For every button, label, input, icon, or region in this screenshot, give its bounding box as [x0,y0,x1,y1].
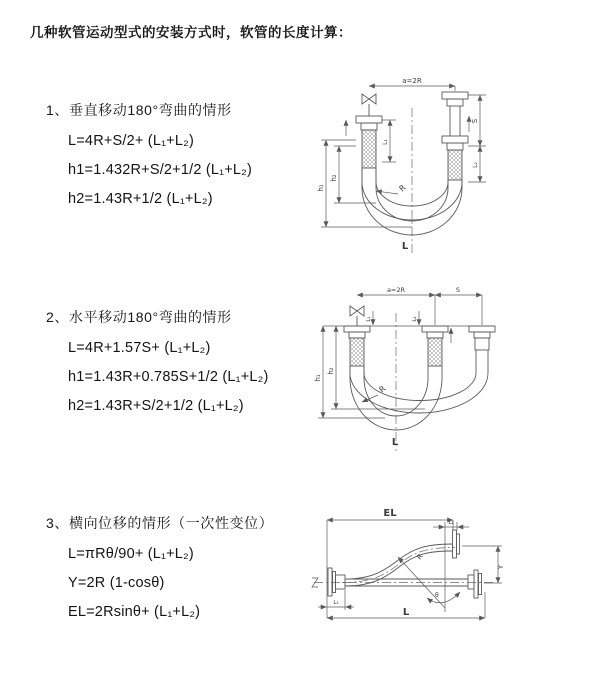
dim-label-s: S [471,118,479,124]
middle-braid [428,338,442,366]
hose-curve [345,551,453,586]
formula-h1: h1=1.432R+S/2+1/2 (L₁+L₂) [68,162,253,178]
valve-icon [362,94,376,104]
dim-label-r: R [397,183,408,194]
dim-label-theta: θ [435,592,439,599]
dim-label-y: Y [497,564,505,570]
dimension-lines [318,520,502,618]
hose-curve [345,544,453,579]
hose-arc [364,366,428,416]
dim-label-l2: L₂ [412,316,418,322]
formula-h2: h2=1.43R+1/2 (L₁+L₂) [68,191,213,207]
middle-flange [422,326,448,332]
dim-label-s: S [455,286,461,294]
left-flange [328,568,332,596]
dimension-lines [318,295,482,418]
right-braid [448,150,462,180]
dim-label-l2: L₂ [448,520,454,526]
section-3-heading: 3、横向位移的情形（一次性变位） [46,515,274,531]
hose-arc-moved [350,350,488,413]
diagram-horizontal-180-bend [310,283,600,458]
formula-h1: h1=1.43R+0.785S+1/2 (L₁+L₂) [68,369,269,385]
dim-label-l1: L₁ [333,600,339,606]
section-2-heading: 2、水平移动180°弯曲的情形 [46,309,232,325]
formula-h2: h2=1.43R+S/2+1/2 (L₁+L₂) [68,398,244,414]
section-vertical-180 [46,100,252,207]
hose-drawing [356,92,468,256]
dim-label-el: EL [383,508,397,519]
dimension-labels [333,508,505,618]
right-flange [469,326,495,332]
dim-label-h2: h₂ [330,174,338,182]
formula-el: EL=2Rsinθ+ (L₁+L₂) [68,604,201,620]
upper-flange [453,530,457,558]
left-flange [356,116,382,123]
dim-label-r: R [415,552,425,562]
hose-drawing [323,306,495,451]
dim-label-h1: h₁ [317,184,325,192]
dim-label-l1: L₁ [382,139,389,145]
dim-label-l: L [402,607,410,618]
diagram-lateral-displacement [300,500,600,630]
valve-icon [350,306,364,316]
dim-label-h1: h₁ [314,374,322,382]
dim-label-l: L [401,241,409,252]
page-title: 几种软管运动型式的安装方式时，软管的长度计算： [30,25,352,40]
section-1-heading: 1、垂直移动180°弯曲的情形 [46,102,232,118]
formula-length: L=πRθ/90+ (L₁+L₂) [68,546,194,562]
dim-label-l1: L₁ [366,316,372,322]
left-braid [350,338,364,366]
dim-label-span: a=2R [386,286,406,294]
right-flange [474,570,478,598]
right-lower-flange [442,136,468,143]
dim-label-r: R [377,384,388,395]
left-braid [362,130,376,168]
section-lateral-displacement [46,513,273,620]
dim-label-l2: L₂ [472,162,479,168]
formula-length: L=4R+S/2+ (L₁+L₂) [68,133,194,149]
left-flange [344,326,370,332]
dim-label-span: a=2R [402,77,422,85]
formula-length: L=4R+1.57S+ (L₁+L₂) [68,340,211,356]
dim-label-h2: h₂ [327,367,335,375]
formula-y: Y=2R (1-cosθ) [68,575,165,591]
right-upper-flange [442,92,468,99]
section-horizontal-180 [46,307,269,414]
dim-label-l: L [391,437,399,448]
diagram-vertical-180-bend [312,70,592,265]
